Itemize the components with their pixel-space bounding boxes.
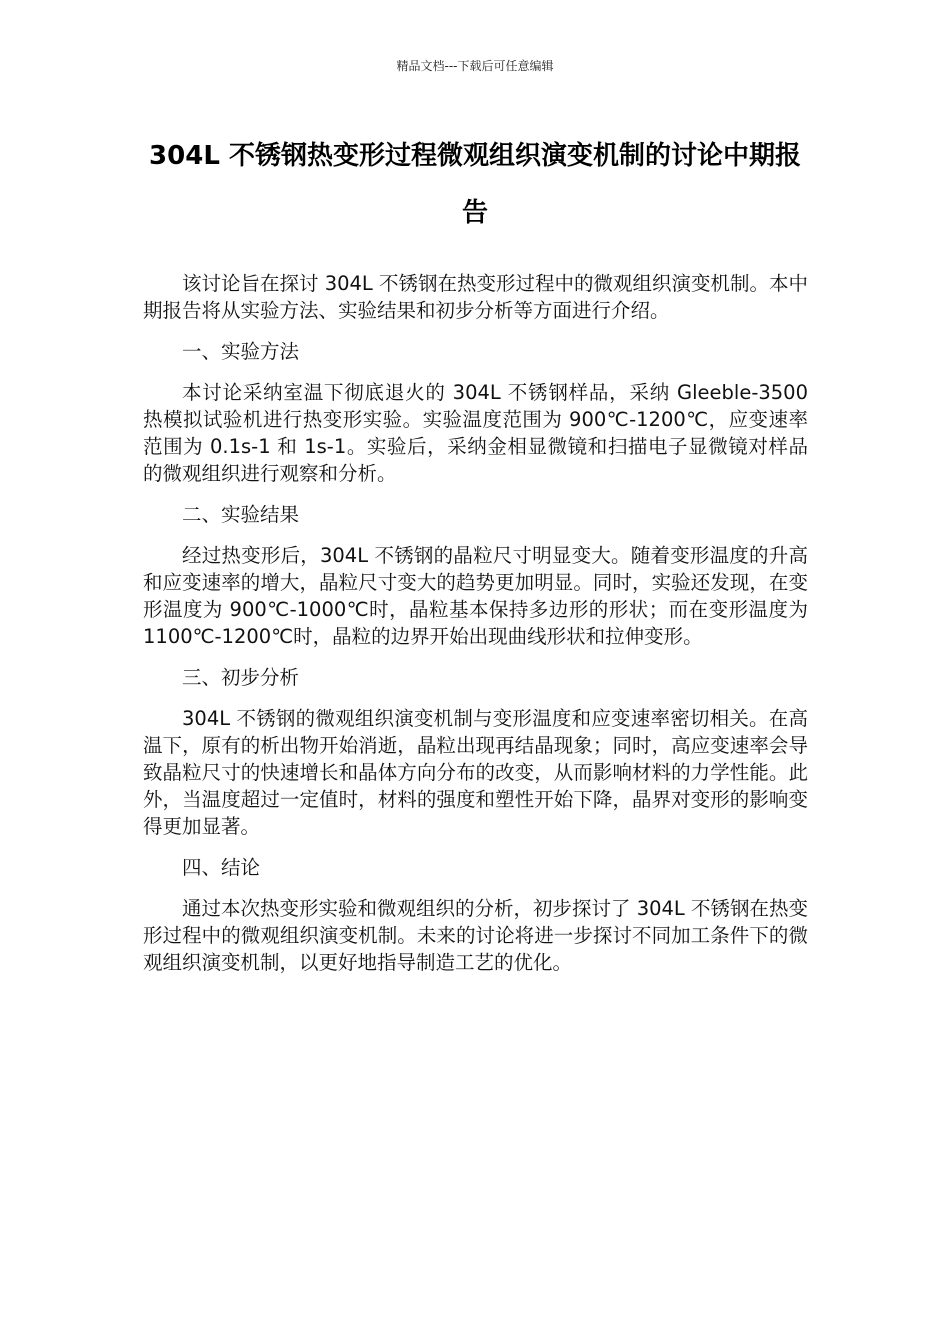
section-body-methods: 本讨论采纳室温下彻底退火的 304L 不锈钢样品，采纳 Gleeble-3500 热模拟试验机进行热变形实验。实验温度范围为 900℃-1200℃，应变速率范围为 0.1s-1 和 1s-1。实验后，采纳金相显微镜和扫描电子显微镜对样品的微观组织进行观察和分析。	[143, 381, 808, 485]
document-title: 304L 不锈钢热变形过程微观组织演变机制的讨论中期报告	[149, 141, 801, 228]
section-heading-analysis: 三、初步分析	[182, 666, 300, 689]
intro-paragraph: 该讨论旨在探讨 304L 不锈钢在热变形过程中的微观组织演变机制。本中期报告将从实验方法、实验结果和初步分析等方面进行介绍。	[143, 272, 808, 322]
section-heading-conclusion: 四、结论	[182, 856, 261, 879]
section-body-results: 经过热变形后，304L 不锈钢的晶粒尺寸明显变大。随着变形温度的升高和应变速率的增大，晶粒尺寸变大的趋势更加明显。同时，实验还发现，在变形温度为 900℃-1000℃时，晶粒基本保持多边形的形状；而在变形温度为 1100℃-1200℃时，晶粒的边界开始出现曲线形状和拉伸变形。	[143, 544, 808, 648]
section-body-analysis: 304L 不锈钢的微观组织演变机制与变形温度和应变速率密切相关。在高温下，原有的析出物开始消逝，晶粒出现再结晶现象；同时，高应变速率会导致晶粒尺寸的快速增长和晶体方向分布的改变，从而影响材料的力学性能。此外，当温度超过一定值时，材料的强度和塑性开始下降，晶界对变形的影响变得更加显著。	[143, 707, 808, 838]
header-note: 精品文档---下载后可任意编辑	[396, 59, 554, 73]
section-body-conclusion: 通过本次热变形实验和微观组织的分析，初步探讨了 304L 不锈钢在热变形过程中的微观组织演变机制。未来的讨论将进一步探讨不同加工条件下的微观组织演变机制，以更好地指导制造工艺的优化。	[143, 897, 808, 974]
section-heading-methods: 一、实验方法	[182, 340, 300, 363]
document-body	[143, 270, 808, 990]
section-heading-results: 二、实验结果	[182, 503, 300, 526]
